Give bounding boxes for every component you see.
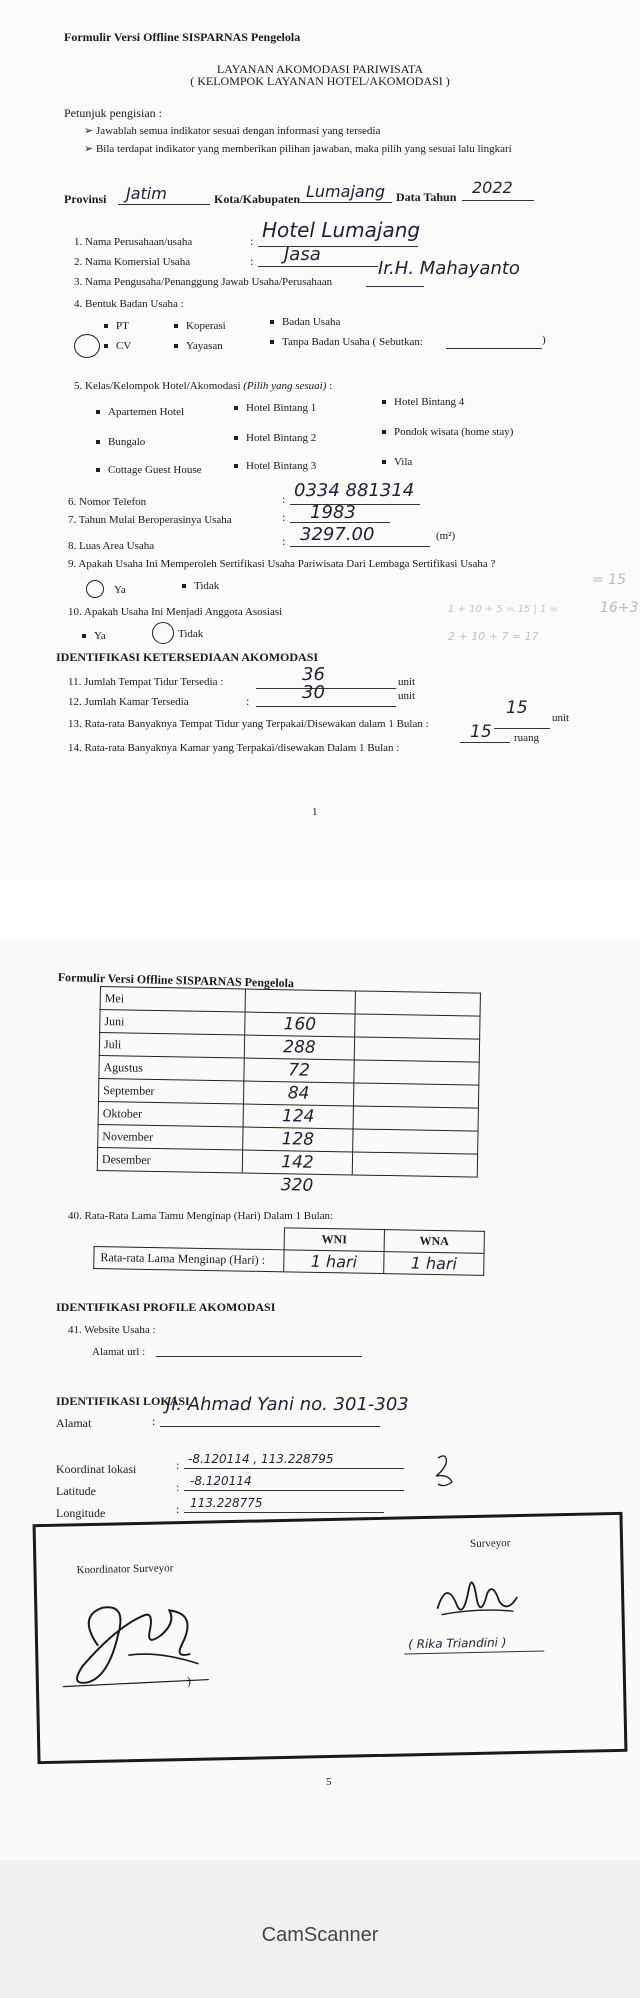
surveyor-signature-icon [416, 1557, 528, 1639]
handwritten-mark-icon [430, 1452, 460, 1492]
form-page-2: Formulir Versi Offline SISPARNAS Pengelola Mei Juni 160 Juli 288 Agustus 72 September 84 Oktober 124 November 128 Desember 142 320 40. Rata-Rata Lama Tamu Menginap (Hari) Dalam 1 Bulan: WNI WNA Rata-rata Lama Menginap (Hari) : 1 hari 1 hari IDENTIFIKASI PROFILE AKOMODASI 41. Website Usaha : Alamat url : IDENTIFIKASI LOKASI Alamat : Jl. Ahmad Yani no. 301-303 Koordinat lokasi : -8.120114 , 113.228795 Latitude : -8.120114 Longitude : 113.228775 Koordinator Surveyor ) Surveyor ( Rika Triandini ) 5 [0, 940, 640, 1860]
form-title: LAYANAN AKOMODASI PARIWISATA [216, 62, 424, 76]
q4-label: 4. Bentuk Badan Usaha : [74, 298, 184, 310]
empty-cell[interactable] [353, 1106, 478, 1131]
section-ketersediaan-title: IDENTIFIKASI KETERSEDIAAN AKOMODASI [56, 650, 319, 664]
scanner-brand: CamScanner [261, 1924, 379, 1946]
margin-note: = 15 [592, 572, 626, 588]
guest-count-cell[interactable]: 288 [244, 1035, 354, 1060]
guest-count-cell[interactable]: 320 [280, 1175, 314, 1197]
q3-label: 3. Nama Pengusaha/Penanggung Jawab Usaha/Perusahaan [74, 276, 333, 288]
q8-value[interactable]: 3297.00 [300, 524, 375, 545]
guest-count-cell[interactable]: 72 [244, 1058, 354, 1083]
q11-label: 11. Jumlah Tempat Tidur Tersedia : [68, 676, 224, 688]
empty-cell[interactable] [354, 1060, 479, 1085]
empty-cell[interactable] [352, 1175, 477, 1200]
month-cell: September [98, 1078, 243, 1104]
form-header: Formulir Versi Offline SISPARNAS Pengelola [64, 30, 301, 44]
q2-label: 2. Nama Komersial Usaha [74, 256, 191, 268]
provinsi-value[interactable]: Jatim [126, 184, 167, 203]
guest-count-cell[interactable] [245, 989, 355, 1014]
q5-option-bintang1[interactable]: Hotel Bintang 1 [234, 402, 316, 414]
page-gap [0, 880, 640, 940]
q9-option-ya[interactable]: Ya [114, 584, 126, 596]
empty-cell[interactable] [353, 1083, 478, 1108]
month-cell: Juni [100, 1010, 245, 1036]
q8-label: 8. Luas Area Usaha [68, 540, 155, 552]
q10-option-tidak[interactable]: Tidak [178, 628, 204, 640]
q1-value[interactable]: Hotel Lumajang [262, 218, 421, 242]
signature-box: Koordinator Surveyor ) Surveyor ( Rika Triandini ) [33, 1512, 628, 1764]
q5-option-homestay[interactable]: Pondok wisata (home stay) [382, 426, 513, 438]
guest-count-cell[interactable]: 160 [245, 1012, 355, 1037]
page-number: 5 [326, 1776, 332, 1788]
empty-cell[interactable] [355, 1014, 480, 1039]
q11-value[interactable]: 36 [302, 664, 325, 685]
empty-cell[interactable] [354, 1037, 479, 1062]
q41-label: 41. Website Usaha : [68, 1324, 156, 1336]
q5-option-cottage[interactable]: Cottage Guest House [96, 464, 201, 476]
month-cell: Desember [97, 1147, 242, 1173]
wni-column-header: WNI [284, 1228, 384, 1252]
q5-label: 5. Kelas/Kelompok Hotel/Akomodasi (Pilih yang sesuai) : [74, 380, 333, 392]
q9-label: 9. Apakah Usaha Ini Memperoleh Sertifikasi Usaha Pariwisata Dari Lembaga Sertifikasi Usaha ? [68, 558, 496, 570]
arrow-icon: ➢ [84, 143, 96, 155]
form-page-1: Formulir Versi Offline SISPARNAS Pengelola LAYANAN AKOMODASI PARIWISATA ( KELOMPOK LAYANAN HOTEL/AKOMODASI ) Petunjuk pengisian : ➢ Jawablah semua indikator sesuai dengan informasi yang tersedia ➢ Bila terdapat indikator yang memberikan pilihan jawaban, maka pilih yang sesuai lalu lingkari Provinsi Jatim Kota/Kabupaten Lumajang Data Tahun 2022 1. Nama Perusahaan/usaha : Hotel Lumajang 2. Nama Komersial Usaha : Jasa 3. Nama Pengusaha/Penanggung Jawab Usaha/Perusahaan Ir.H. Mahayanto 4. Bentuk Badan Usaha : PT Koperasi Badan Usaha CV Yayasan Tanpa Badan Usaha ( Sebutkan: ) 5. Kelas/Kelompok Hotel/Akomodasi (Pilih yang sesuai) : Apartemen Hotel Hotel Bintang 1 Hotel Bintang 4 Bungalo Hotel Bintang 2 Pondok wisata (home stay) Cottage Guest House Hotel Bintang 3 Vila 6. Nomor Telefon : 0334 881314 7. Tahun Mulai Beroperasinya Usaha : 1983 8. Luas Area Usaha : 3297.00 (m²) 9. Apakah Usaha Ini Memperoleh Sertifikasi Usaha Pariwisata Dari Lembaga Sertifikasi Usaha ? Ya Tidak = 15 16+3 1 + 10 + 5 = 15 | 1 = 2 + 10 + 7 = 17 10. Apakah Usaha Ini Menjadi Anggota Asosiasi Ya Tidak IDENTIFIKASI KETERSEDIAAN AKOMODASI 11. Jumlah Tempat Tidur Tersedia : 36 unit 12. Jumlah Kamar Tersedia : 30 unit 13. Rata-rata Banyaknya Tempat Tidur yang Terpakai/Disewakan dalam 1 Bulan : 15 unit 14. Rata-rata Banyaknya Kamar yang Terpakai/disewakan Dalam 1 Bulan : 15 ruang 1 [0, 0, 640, 880]
month-cell [97, 1170, 242, 1196]
page-number: 1 [312, 806, 318, 818]
q6-label: 6. Nomor Telefon [68, 496, 147, 508]
form-header: Formulir Versi Offline SISPARNAS Pengelola [57, 970, 295, 991]
q4-option-koperasi[interactable]: Koperasi [174, 320, 226, 332]
section-profile-title: IDENTIFIKASI PROFILE AKOMODASI [56, 1300, 276, 1314]
q14-label: 14. Rata-rata Banyaknya Kamar yang Terpakai/disewakan Dalam 1 Bulan : [68, 742, 400, 754]
q1-label: 1. Nama Perusahaan/usaha [74, 236, 193, 248]
q5-option-vila[interactable]: Vila [382, 456, 412, 468]
guest-count-cell[interactable]: 128 [243, 1127, 353, 1152]
q12-label: 12. Jumlah Kamar Tersedia [68, 696, 189, 708]
latitude-value[interactable]: -8.120114 [190, 1474, 252, 1488]
alamat-label: Alamat [56, 1416, 92, 1430]
longitude-label: Longitude [56, 1506, 106, 1520]
q3-value[interactable]: Ir.H. Mahayanto [378, 258, 520, 279]
kota-label: Kota/Kabupaten [214, 192, 301, 206]
koordinat-value[interactable]: -8.120114 , 113.228795 [188, 1452, 334, 1466]
month-cell: November [98, 1124, 243, 1150]
url-label: Alamat url : [92, 1346, 146, 1358]
q5-option-bintang2[interactable]: Hotel Bintang 2 [234, 432, 316, 444]
month-cell: Mei [100, 987, 245, 1013]
wni-value[interactable]: 1 hari [284, 1250, 384, 1274]
q40-label: 40. Rata-Rata Lama Tamu Menginap (Hari) Dalam 1 Bulan: [68, 1210, 334, 1222]
latitude-label: Latitude [56, 1484, 96, 1498]
instruction-2: ➢ Bila terdapat indikator yang memberikan pilihan jawaban, maka pilih yang sesuai lalu lingkari [84, 143, 512, 155]
guest-count-cell[interactable]: 124 [243, 1104, 353, 1129]
q7-label: 7. Tahun Mulai Beroperasinya Usaha [68, 514, 232, 526]
q7-value[interactable]: 1983 [310, 502, 356, 523]
month-cell: Juli [99, 1033, 244, 1059]
q10-label: 10. Apakah Usaha Ini Menjadi Anggota Asosiasi [68, 606, 283, 618]
surveyor-label: Surveyor [469, 1537, 511, 1551]
kota-value[interactable]: Lumajang [306, 182, 385, 201]
wna-value[interactable]: 1 hari [384, 1252, 484, 1276]
tahun-value[interactable]: 2022 [472, 178, 513, 197]
q6-value[interactable]: 0334 881314 [294, 480, 415, 501]
q4-option-yayasan[interactable]: Yayasan [174, 340, 223, 352]
month-cell: Agustus [99, 1055, 244, 1081]
q10-selected-circle [152, 622, 174, 644]
month-cell: Oktober [98, 1101, 243, 1127]
length-of-stay-table [93, 1224, 485, 1276]
provinsi-label: Provinsi [64, 192, 107, 206]
alamat-value[interactable]: Jl. Ahmad Yani no. 301-303 [166, 1394, 409, 1415]
q9-option-tidak[interactable]: Tidak [182, 580, 219, 592]
length-of-stay-row-label: Rata-rata Lama Menginap (Hari) : [94, 1247, 284, 1272]
q13-value[interactable]: 15 [506, 698, 528, 718]
q2-value[interactable]: Jasa [284, 244, 321, 265]
q4-option-tanpa-badan-usaha[interactable]: Tanpa Badan Usaha ( Sebutkan: [270, 336, 423, 348]
monthly-guest-table [96, 986, 481, 1200]
q4-option-pt[interactable]: PT [104, 320, 129, 332]
q5-option-bintang4[interactable]: Hotel Bintang 4 [382, 396, 464, 408]
q4-option-cv[interactable]: CV [104, 340, 131, 352]
empty-cell[interactable] [355, 991, 480, 1016]
q5-option-apartemen[interactable]: Apartemen Hotel [96, 406, 184, 418]
form-subtitle: ( KELOMPOK LAYANAN HOTEL/AKOMODASI ) [190, 74, 450, 88]
tahun-label: Data Tahun [396, 190, 457, 204]
longitude-value[interactable]: 113.228775 [190, 1496, 263, 1510]
koordinat-label: Koordinat lokasi [56, 1462, 137, 1476]
q4-selected-circle [74, 334, 100, 358]
surveyor-name[interactable]: ( Rika Triandini ) [408, 1635, 507, 1652]
section-lokasi-title: IDENTIFIKASI LOKASI [56, 1394, 190, 1408]
arrow-icon: ➢ [84, 125, 96, 137]
margin-note: 2 + 10 + 7 = 17 [448, 630, 539, 643]
q14-value[interactable]: 15 [470, 722, 492, 742]
coordinator-signature-icon [57, 1583, 229, 1697]
q13-label: 13. Rata-rata Banyaknya Tempat Tidur yang Terpakai/Disewakan dalam 1 Bulan : [68, 718, 429, 730]
q5-option-bungalo[interactable]: Bungalo [96, 436, 145, 448]
q10-option-ya[interactable]: Ya [82, 630, 106, 642]
empty-cell[interactable] [352, 1152, 477, 1177]
coordinator-label: Koordinator Surveyor [76, 1562, 174, 1577]
q4-option-badan-usaha[interactable]: Badan Usaha [270, 316, 340, 328]
wna-column-header: WNA [384, 1230, 484, 1254]
q8-unit: (m²) [436, 530, 456, 542]
guest-count-cell[interactable]: 142 [242, 1150, 352, 1175]
instruction-1: ➢ Jawablah semua indikator sesuai dengan informasi yang tersedia [84, 125, 381, 137]
q5-option-bintang3[interactable]: Hotel Bintang 3 [234, 460, 316, 472]
q12-value[interactable]: 30 [302, 682, 325, 703]
q9-selected-circle [86, 580, 104, 598]
margin-note: 16+3 [600, 600, 639, 616]
margin-note: 1 + 10 + 5 = 15 | 1 = [448, 604, 559, 615]
scanner-footer [0, 1860, 640, 1998]
guest-count-cell[interactable]: 84 [243, 1081, 353, 1106]
instructions-label: Petunjuk pengisian : [64, 106, 162, 120]
empty-cell[interactable] [353, 1129, 478, 1154]
